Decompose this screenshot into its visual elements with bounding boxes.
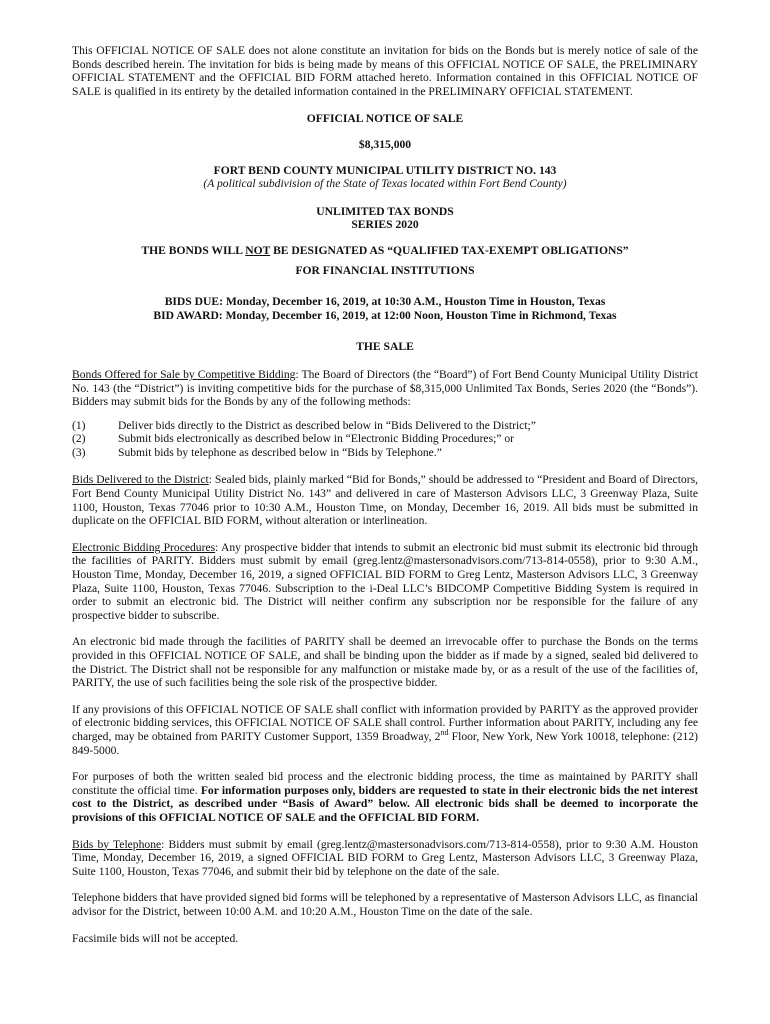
label-electronic-bidding: Electronic Bidding Procedures [72, 540, 216, 554]
label-bids-by-telephone: Bids by Telephone [72, 837, 162, 851]
list-item: (2) Submit bids electronically as described below in “Electronic Bidding Procedures;” or [72, 432, 515, 446]
bond-type: UNLIMITED TAX BONDS [316, 204, 454, 218]
label-bids-delivered: Bids Delivered to the District [72, 473, 209, 487]
bids-due: BIDS DUE: Monday, December 16, 2019, at 10:30 A.M., Houston Time in Houston, Texas [164, 295, 606, 309]
designation-not: NOT [245, 243, 271, 257]
paragraph-telephone-bidders: Telephone bidders that have provided signed bid forms will be telephoned by a representative of Masterson Advisors LLC, as financial advisor for the District, between 10:00 A.M. and 10:20 A.M., Houston Time on the date of the sale. [72, 891, 698, 918]
issuer-name: FORT BEND COUNTY MUNICIPAL UTILITY DISTRICT NO. 143 [213, 163, 557, 177]
designation-line-2: FOR FINANCIAL INSTITUTIONS [295, 263, 475, 277]
bond-amount: $8,315,000 [358, 137, 412, 151]
list-item: (3) Submit bids by telephone as described below in “Bids by Telephone.” [72, 445, 442, 459]
label-bonds-offered: Bonds Offered for Sale by Competitive Bidding [72, 367, 296, 381]
section-heading-the-sale: THE SALE [356, 340, 414, 354]
list-item: (1) Deliver bids directly to the District as described below in “Bids Delivered to the District;” [72, 418, 536, 432]
bid-methods-list [72, 419, 698, 460]
paragraph-bids-by-telephone: Bids by Telephone: Bidders must submit by email (greg.lentz@mastersonadvisors.com/713-814-0558), prior to 9:30 A.M. Houston Time, Monday, December 16, 2019, a signed OFFICIAL BID FORM to Greg Lentz, Masterson Advisors LLC, 3 Greenway Plaza, Suite 1100, Houston, Texas 77046, and submit their bid by telephone on the date of the sale. [72, 837, 698, 878]
paragraph-facsimile: Facsimile bids will not be accepted. [72, 931, 239, 945]
paragraph-electronic-bidding: Electronic Bidding Procedures: Any prospective bidder that intends to submit an electronic bid must submit its electronic bid through the facilities of PARITY. Bidders must submit by email (greg.lentz@mastersonadvisors.com/713-814-0558), prior to 9:30 A.M., Houston Time, Monday, December 16, 2019, a signed OFFICIAL BID FORM to Greg Lentz, Masterson Advisors LLC, 3 Greenway Plaza, Suite 1100, Houston, Texas 77046. Subscription to the i-Deal LLC’s BIDCOMP Competitive Bidding System is required in order to submit an electronic bid. The District will neither confirm any subscription nor be responsible for the failure of any prospective bidder to subscribe. [72, 540, 698, 622]
designation-line-1: THE BONDS WILL NOT BE DESIGNATED AS “QUALIFIED TAX-EXEMPT OBLIGATIONS” [141, 243, 629, 257]
paragraph-official-time: For purposes of both the written sealed bid process and the electronic bidding process, the time as maintained by PARITY shall constitute the official time. For information purposes only, bidders are requested to state in their electronic bids the net interest cost to the District, as described under “Basis of Award” below. All electronic bids shall be deemed to incorporate the provisions of this OFFICIAL NOTICE OF SALE and the OFFICIAL BID FORM. [72, 770, 699, 824]
bond-series: SERIES 2020 [351, 218, 419, 232]
paragraph-bonds-offered: Bonds Offered for Sale by Competitive Bidding: The Board of Directors (the “Board”) of Fort Bend County Municipal Utility District No. 143 (the “District”) is inviting competitive bids for the purchase of $8,315,000 Unlimited Tax Bonds, Series 2020 (the “Bonds”). Bidders may submit bids for the Bonds by any of the following methods: [72, 367, 698, 409]
bid-award: BID AWARD: Monday, December 16, 2019, at 12:00 Noon, Houston Time in Richmond, Texas [153, 308, 617, 322]
notice-title: OFFICIAL NOTICE OF SALE [306, 112, 464, 126]
paragraph-parity-conflict: If any provisions of this OFFICIAL NOTICE OF SALE shall conflict with information provided by PARITY as the approved provider of electronic bidding services, this OFFICIAL NOTICE OF SALE shall control. Further information about PARITY, including any fee charged, may be obtained from PARITY Customer Support, 1359 Broadway, 2nd Floor, New York, New York 10018, telephone: (212) 849-5000. [72, 702, 698, 757]
paragraph-electronic-bid-offer: An electronic bid made through the facilities of PARITY shall be deemed an irrevocable offer to purchase the Bonds on the terms provided in this OFFICIAL NOTICE OF SALE, and shall be binding upon the bidder as if made by a signed, sealed bid delivered to the District. The District shall not be responsible for any malfunction or mistake made by, or as a result of the use of the facilities of, PARITY, the use of such facilities being the sole risk of the prospective bidder. [72, 635, 698, 690]
paragraph-bids-delivered: Bids Delivered to the District: Sealed bids, plainly marked “Bid for Bonds,” should be addressed to “President and Board of Directors, Fort Bend County Municipal Utility District No. 143” and delivered in care of Masterson Advisors LLC, 3 Greenway Plaza, Suite 1100, Houston, Texas 77046 prior to 10:30 A.M., Houston Time, on Monday, December 16, 2019. All bids must be submitted in duplicate on the OFFICIAL BID FORM, without alteration or interlineation. [72, 473, 698, 528]
intro-paragraph: This OFFICIAL NOTICE OF SALE does not alone constitute an invitation for bids on the Bonds but is merely notice of sale of the Bonds described herein. The invitation for bids is being made by means of this OFFICIAL NOTICE OF SALE, the PRELIMINARY OFFICIAL STATEMENT and the OFFICIAL BID FORM attached hereto. Information contained in this OFFICIAL NOTICE OF SALE is qualified in its entirety by the detailed information contained in the PRELIMINARY OFFICIAL STATEMENT. [72, 44, 698, 98]
issuer-subtitle: (A political subdivision of the State of Texas located within Fort Bend County) [203, 177, 567, 191]
